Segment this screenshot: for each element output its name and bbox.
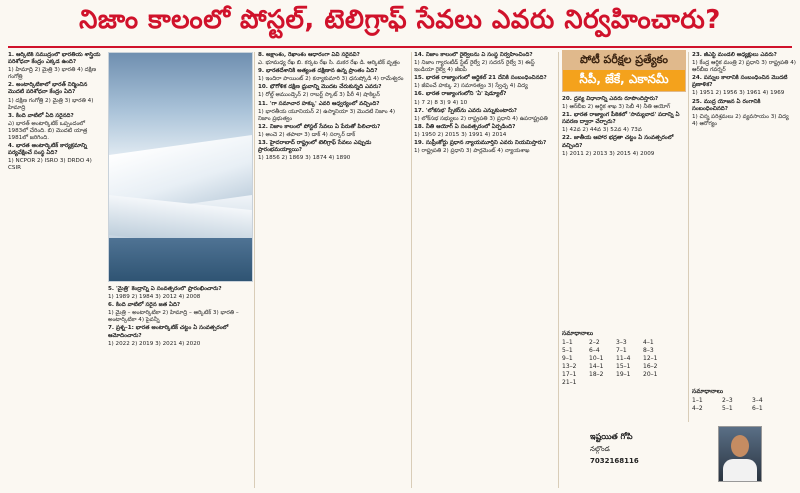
question-options: 1) 1989 2) 1984 3) 2012 4) 2008 — [108, 294, 201, 301]
question-text: 2. అంటార్కిటికాలో భారత్ నిర్మించిన మొదటి పరిశోధనా కేంద్రం ఏది? — [8, 82, 88, 96]
question-text: 25. ముద్ర యోజన ఏ రంగానికి సంబంధించినది? — [692, 98, 761, 112]
question-text: 3. కింది వాటిలో ఏది సరైనది? — [8, 112, 74, 119]
answer-item: 20–1 — [643, 371, 658, 378]
question-options: 1) హిమాద్రి 2) మైత్రి 3) భారతి 4) దక్షిణ గంగోత్రి — [8, 67, 97, 81]
exam-special-badge — [562, 50, 686, 92]
column-6 — [692, 52, 796, 382]
question-options: 1) నిజాం గ్యారంటీడ్ స్టేట్ రైల్వే 2) సదరన్ రైల్వే 3) ఈస్ట్ ఇండియా రైల్వే 4) జీఐపీ — [414, 60, 535, 74]
question-text: 20. ద్రవ్య విధానాన్ని ఎవరు రూపొందిస్తారు? — [562, 96, 659, 102]
answer-key-secondary-heading: సమాధానాలు — [692, 388, 724, 395]
question-options: 1) 7 2) 8 3) 9 4) 10 — [414, 99, 468, 106]
question-options: 1) 2022 2) 2019 3) 2021 4) 2020 — [108, 340, 201, 347]
question-options: 1) మైత్రి – అంటార్కిటికా 2) హిమాద్రి – ఆర్కిటిక్ 3) భారతి – అంటార్కిటికా 4) పైవన్నీ — [108, 310, 239, 324]
question-options: ఎ. భూమధ్య రేఖ బి. కర్కట రేఖ సి. మకర రేఖ డి. ఆర్కిటిక్ వృత్తం — [258, 60, 400, 67]
badge-bottom-label: సీపీ, జేకే, ఎకానమీ — [563, 70, 685, 91]
column-5 — [562, 96, 684, 326]
avatar-shirt — [723, 459, 757, 481]
question-text: 10. భౌగోళిక దక్షిణ ధ్రువాన్ని మొదట చేరుకున్నది ఎవరు? — [258, 84, 382, 91]
question-options: 1) కేంద్ర ఆర్థిక మంత్రి 2) ప్రధాని 3) రాష్ట్రపతి 4) ఆర్‌బీఐ గవర్నర్ — [692, 60, 796, 74]
column-3 — [258, 52, 408, 488]
question-options: 1) 42వ 2) 44వ 3) 52వ 4) 73వ — [562, 127, 642, 134]
author-name: ఇష్టయిత గోపి — [590, 432, 633, 441]
sea-water — [109, 238, 252, 281]
answer-key-secondary-grid — [692, 397, 796, 413]
author-place: నల్గొండ — [590, 445, 610, 453]
question-options: 1) లోక్‌సభ సభ్యులు 2) రాష్ట్రపతి 3) ప్రధాని 4) ఉపరాష్ట్రపతి — [414, 115, 548, 122]
column-4 — [414, 52, 556, 488]
question-options: 1) 1856 2) 1869 3) 1874 4) 1890 — [258, 155, 351, 162]
answer-item: 6–4 — [589, 347, 600, 354]
answer-item: 3–3 — [616, 339, 627, 346]
badge-top-label: పోటీ పరీక్షల ప్రత్యేకం — [563, 51, 685, 70]
answer-item: 2–2 — [589, 339, 600, 346]
question-options: 1) జీవించే హక్కు 2) సమానత్వం 3) స్వేచ్ఛ 4) విద్య — [414, 83, 528, 90]
answer-key-grid — [562, 339, 684, 387]
answer-item: 9–1 — [562, 355, 573, 362]
column-2 — [108, 286, 251, 486]
question-options: 1) భారతీయ యూనియన్ 2) ఉస్మానియా 3) మొదటి నిజాం 4) నిజాం ప్రభుత్వం — [258, 108, 396, 122]
avatar-face — [731, 435, 749, 457]
question-text: 16. భారత రాజ్యాంగంలోని 'ఏ' షెడ్యూల్? — [414, 91, 507, 98]
column-1 — [8, 52, 104, 488]
answer-item: 18–2 — [589, 371, 604, 378]
question-text: 9. భారతదేశానికి అత్యంత దక్షిణాన ఉన్న ప్రాంతం ఏది? — [258, 68, 378, 75]
answer-item: 2–3 — [722, 397, 733, 404]
headline-rule — [8, 46, 792, 48]
column-divider — [411, 52, 412, 488]
answer-item: 17–1 — [562, 371, 577, 378]
answer-item: 21–1 — [562, 379, 577, 386]
author-avatar — [718, 426, 762, 482]
question-options: 1) చిన్న పరిశ్రమలు 2) వ్యవసాయం 3) విద్య 4) ఆరోగ్యం — [692, 113, 789, 127]
question-text: 22. జాతీయ ఆహార భద్రతా చట్టం ఏ సంవత్సరంలో వచ్చింది? — [562, 135, 674, 149]
question-text: 13. హైదరాబాద్ రాష్ట్రంలో టెలిగ్రాఫ్ సేవలు ఎప్పుడు ప్రారంభమయ్యాయి? — [258, 140, 372, 154]
question-text: 23. జీఎస్టీ మండలి అధ్యక్షులు ఎవరు? — [692, 52, 777, 58]
question-options: 1) దక్షిణ గంగోత్రి 2) మైత్రి 3) భారతి 4) హిమాద్రి — [8, 97, 94, 111]
question-text: 21. భారత రాజ్యాంగ పీఠికలో 'సామ్యవాద' పదాన్ని ఏ సవరణ ద్వారా చేర్చారు? — [562, 112, 680, 126]
question-options: 1) ఇందిరా పాయింట్ 2) కన్యాకుమారి 3) ధనుష్కోడి 4) రామేశ్వరం — [258, 76, 404, 83]
answer-item: 1–1 — [692, 397, 703, 404]
question-text: 11. 'గా సమాచార హక్కు' ఎవరి ఆధ్వర్యంలో వచ్చింది? — [258, 100, 380, 107]
answer-key-heading: సమాధానాలు — [562, 330, 594, 337]
question-options: 1) ఆర్‌బీఐ 2) ఆర్థిక శాఖ 3) సెబీ 4) నీతి ఆయోగ్ — [562, 104, 671, 111]
answer-item: 11–4 — [616, 355, 631, 362]
arctic-ice-photo — [108, 52, 253, 282]
answer-item: 10–1 — [589, 355, 604, 362]
column-divider — [254, 52, 255, 488]
question-text: 14. నిజాం కాలంలో రైల్వేలను ఏ సంస్థ నిర్వహించింది? — [414, 52, 533, 58]
answer-key — [562, 330, 684, 387]
answer-item: 6–1 — [752, 405, 763, 412]
question-text: 19. సుప్రీంకోర్టు ప్రధాన న్యాయమూర్తిని ఎవరు నియమిస్తారు? — [414, 140, 547, 147]
question-text: 7. ప్రశ్న–1: భారత అంటార్కిటిక్ చట్టం ఏ సంవత్సరంలో ఆమోదించారు? — [108, 325, 229, 339]
answer-key-secondary — [692, 388, 796, 413]
column-divider — [688, 52, 689, 422]
question-options: 1) 2011 2) 2013 3) 2015 4) 2009 — [562, 150, 655, 157]
answer-item: 14–1 — [589, 363, 604, 370]
question-text: 1. ఆర్కిటిక్ సముద్రంలో భారతీయ శాస్త్రీయ పరిశోధనా కేంద్రం ఎక్కడ ఉంది? — [8, 52, 101, 66]
question-text: 12. నిజాం కాలంలో పోస్టల్ సేవలు ఏ పేరుతో పిలిచారు? — [258, 123, 381, 130]
answer-item: 3–4 — [752, 397, 763, 404]
question-options: 1) అంచె 2) తపాలా 3) డాక్ 4) సర్కార్ డాక్ — [258, 131, 356, 138]
author-phone: 7032168116 — [590, 457, 639, 465]
question-text: 4. భారత అంటార్కిటిక్ కార్యక్రమాన్ని పర్యవేక్షించే సంస్థ ఏది? — [8, 143, 88, 157]
answer-item: 15–1 — [616, 363, 631, 370]
question-text: 17. 'లోకసభ' స్పీకర్‌ను ఎవరు ఎన్నుకుంటారు? — [414, 107, 518, 114]
answer-item: 7–1 — [616, 347, 627, 354]
answer-item: 16–2 — [643, 363, 658, 370]
question-options: ఎ) భారత్ అంటార్కిటిక్ ఒప్పందంలో 1983లో చేరింది. బి) మొదటి యాత్ర 1981లో జరిగింది. — [8, 120, 88, 142]
question-options: 1) రాష్ట్రపతి 2) ప్రధాని 3) పార్లమెంట్ 4) న్యాయశాఖ — [414, 148, 530, 155]
answer-item: 13–2 — [562, 363, 577, 370]
question-options: 1) రోల్డ్ అముండ్సెన్ 2) రాబర్ట్ స్కాట్ 3) పీరీ 4) షాకిల్టన్ — [258, 92, 380, 99]
answer-item: 12–1 — [643, 355, 658, 362]
answer-item: 4–1 — [643, 339, 654, 346]
question-text: 5. 'మైత్రి' కేంద్రాన్ని ఏ సంవత్సరంలో ప్రారంభించారు? — [108, 286, 222, 292]
answer-item: 5–1 — [722, 405, 733, 412]
headline: నిజాం కాలంలో పోస్టల్, టెలిగ్రాఫ్ సేవలు ఎవరు నిర్వహించారు? — [79, 5, 721, 35]
answer-item: 1–1 — [562, 339, 573, 346]
answer-item: 5–1 — [562, 347, 573, 354]
question-options: 1) 1951 2) 1956 3) 1961 4) 1969 — [692, 90, 785, 97]
question-text: 24. పన్నుల కాలానికి సంబంధించిన మొదటి ప్రణాళిక? — [692, 75, 788, 89]
answer-item: 19–1 — [616, 371, 631, 378]
question-options: 1) 1950 2) 2015 3) 1991 4) 2014 — [414, 131, 507, 138]
column-divider — [558, 52, 559, 488]
question-text: 15. భారత రాజ్యాంగంలో ఆర్టికల్ 21 దేనికి సంబంధించినది? — [414, 75, 547, 82]
question-text: 18. నీతి ఆయోగ్ ఏ సంవత్సరంలో ఏర్పడింది? — [414, 123, 516, 130]
answer-item: 4–2 — [692, 405, 703, 412]
question-text: 8. అక్షాంశం, రేఖాంశం ఆధారంగా ఏవి సరైనవి? — [258, 52, 360, 58]
answer-item: 8–3 — [643, 347, 654, 354]
question-options: 1) NCPOR 2) ISRO 3) DRDO 4) CSIR — [8, 158, 92, 172]
question-text: 6. కింది వాటిలో సరైన జత ఏది? — [108, 302, 181, 309]
